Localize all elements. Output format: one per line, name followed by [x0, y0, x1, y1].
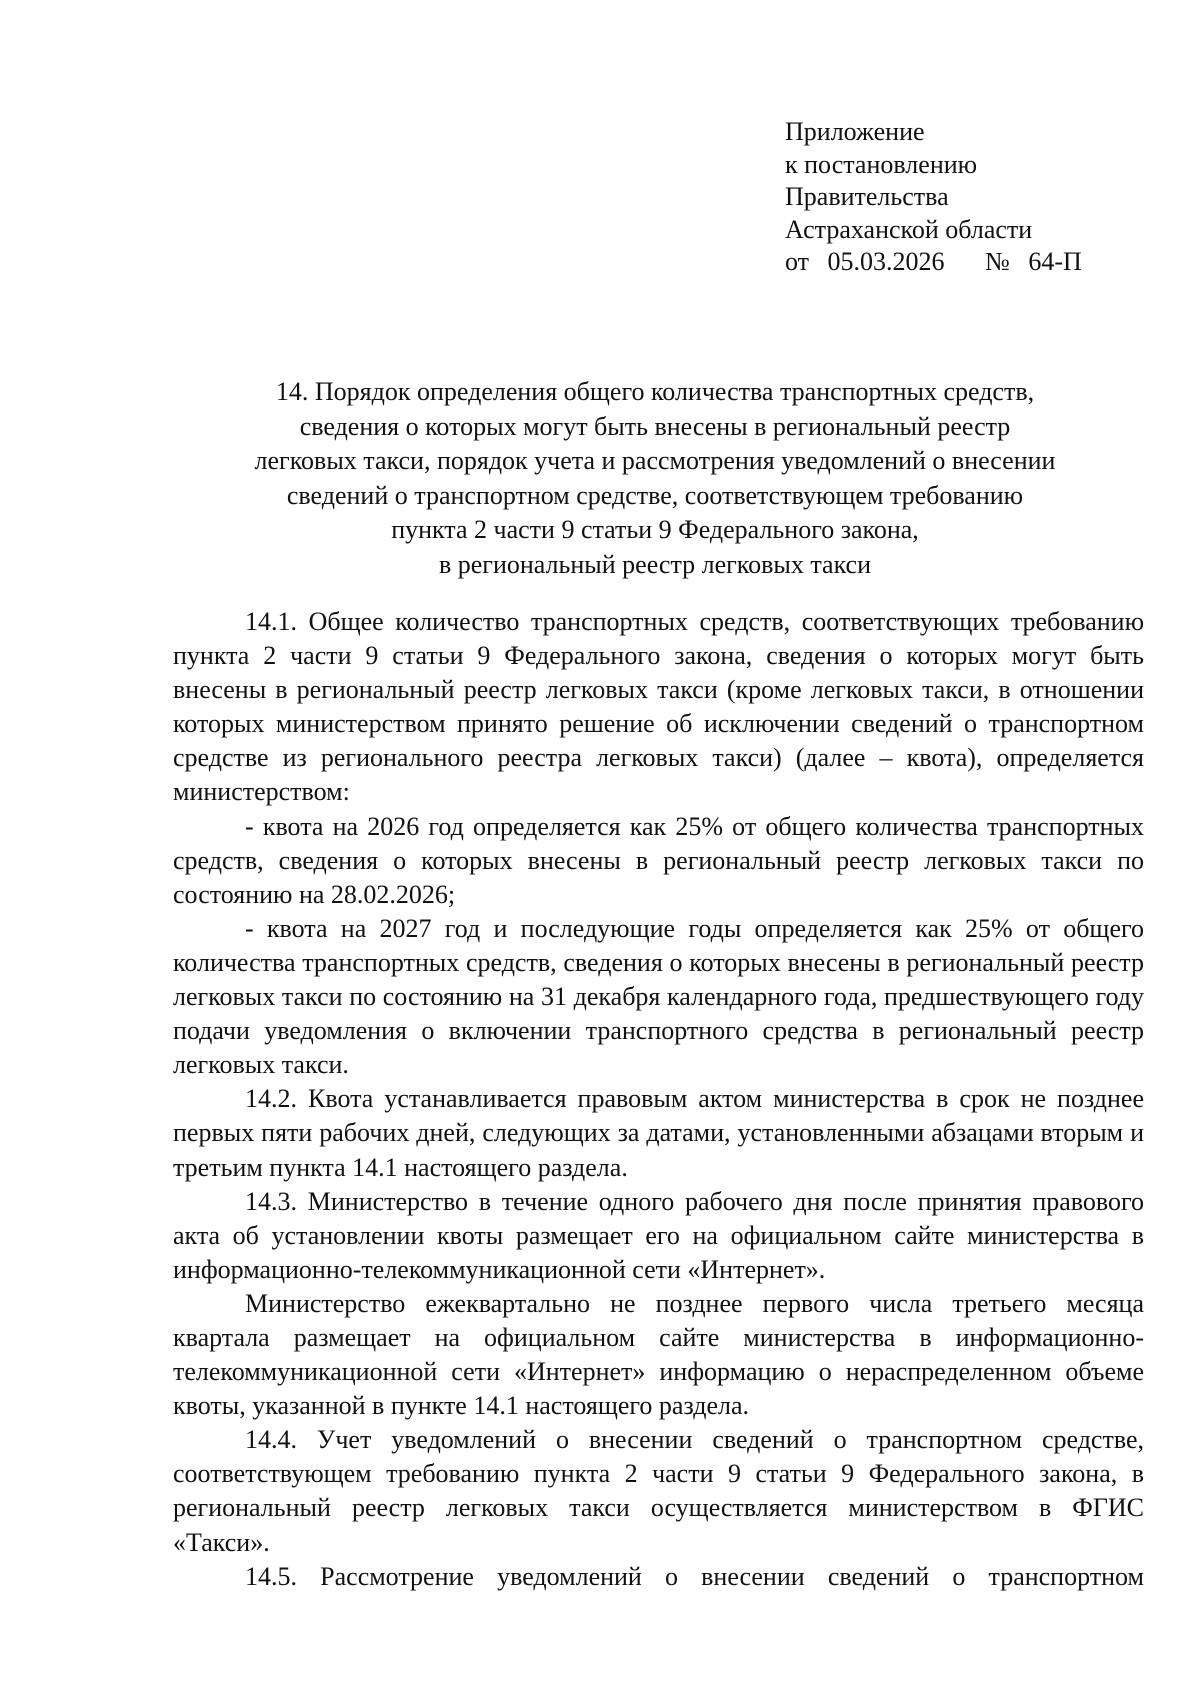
paragraph-14-1-quota-2026: - квота на 2026 год определяется как 25% от общего количества транспортных средств, сведения о которых внесены в региональный реестр легковых такси по состоянию на 28.02.2026;	[173, 811, 1144, 909]
paragraph-14-5: 14.5. Рассмотрение уведомлений о внесении сведений о транспортном	[245, 1561, 1144, 1591]
attachment-date-number-line	[785, 246, 1145, 279]
paragraph-14-1: 14.1. Общее количество транспортных средств, соответствующих требованию пункта 2 части 9 статьи 9 Федерального закона, сведения о которых могут быть внесены в региональный реестр легковых такси (кроме легковых такси, в отношении которых министерством принято решение об исключении сведений о транспортном средстве из регионального реестра легковых такси) (далее – квота), определяется министерством:	[173, 607, 1144, 807]
section-title-line: пункта 2 части 9 статьи 9 Федерального закона,	[391, 515, 919, 544]
attachment-line-1: Приложение	[785, 117, 925, 146]
document-date: 05.03.2026	[827, 247, 945, 276]
date-prefix: от	[785, 247, 810, 276]
paragraph-14-3-quarterly: Министерство ежеквартально не позднее первого числа третьего месяца квартала размещает на официальном сайте министерства в информационно-телекоммуникационной сети «Интернет» информацию о нераспределенном объеме квоты, указанной в пункте 14.1 настоящего раздела.	[173, 1288, 1144, 1421]
number-prefix: №	[985, 247, 1010, 276]
attachment-line-2: к постановлению	[785, 149, 978, 179]
paragraph-14-4: 14.4. Учет уведомлений о внесении сведений о транспортном средстве, соответствующем требованию пункта 2 части 9 статьи 9 Федерального закона, в региональный реестр легковых такси осуществляется министерством в ФГИС «Такси».	[173, 1425, 1144, 1557]
paragraph-14-1-quota-2027: - квота на 2027 год и последующие годы определяется как 25% от общего количества транспортных средств, сведения о которых внесены в региональный реестр легковых такси по состоянию на 31 декабря календарного года, предшествующего году подачи уведомления о включении транспортного средства в региональный реестр легковых такси.	[173, 913, 1144, 1080]
section-title-line: сведения о которых могут быть внесены в региональный реестр	[299, 411, 1011, 441]
paragraph-14-2: 14.2. Квота устанавливается правовым актом министерства в срок не позднее первых пяти рабочих дней, следующих за датами, установленными абзацами вторым и третьим пункта 14.1 настоящего раздела.	[173, 1084, 1144, 1182]
section-title-line: в региональный реестр легковых такси	[438, 549, 872, 579]
section-title-line: сведений о транспортном средстве, соответствующем требованию	[286, 480, 1024, 510]
paragraph-14-3: 14.3. Министерство в течение одного рабочего дня после принятия правового акта об установлении квоты размещает его на официальном сайте министерства в информационно-телекоммуникационной сети «Интернет».	[173, 1186, 1144, 1284]
section-title	[160, 375, 1150, 582]
attachment-line-4: Астраханской области	[785, 214, 1033, 244]
attachment-line-3: Правительства	[785, 182, 949, 211]
document-body	[173, 605, 1144, 1594]
section-title-line: 14. Порядок определения общего количества транспортных средств,	[275, 377, 1035, 406]
attachment-block	[785, 116, 1145, 279]
section-title-line: легковых такси, порядок учета и рассмотрения уведомлений о внесении	[254, 446, 1056, 475]
document-number: 64-П	[1028, 247, 1082, 276]
